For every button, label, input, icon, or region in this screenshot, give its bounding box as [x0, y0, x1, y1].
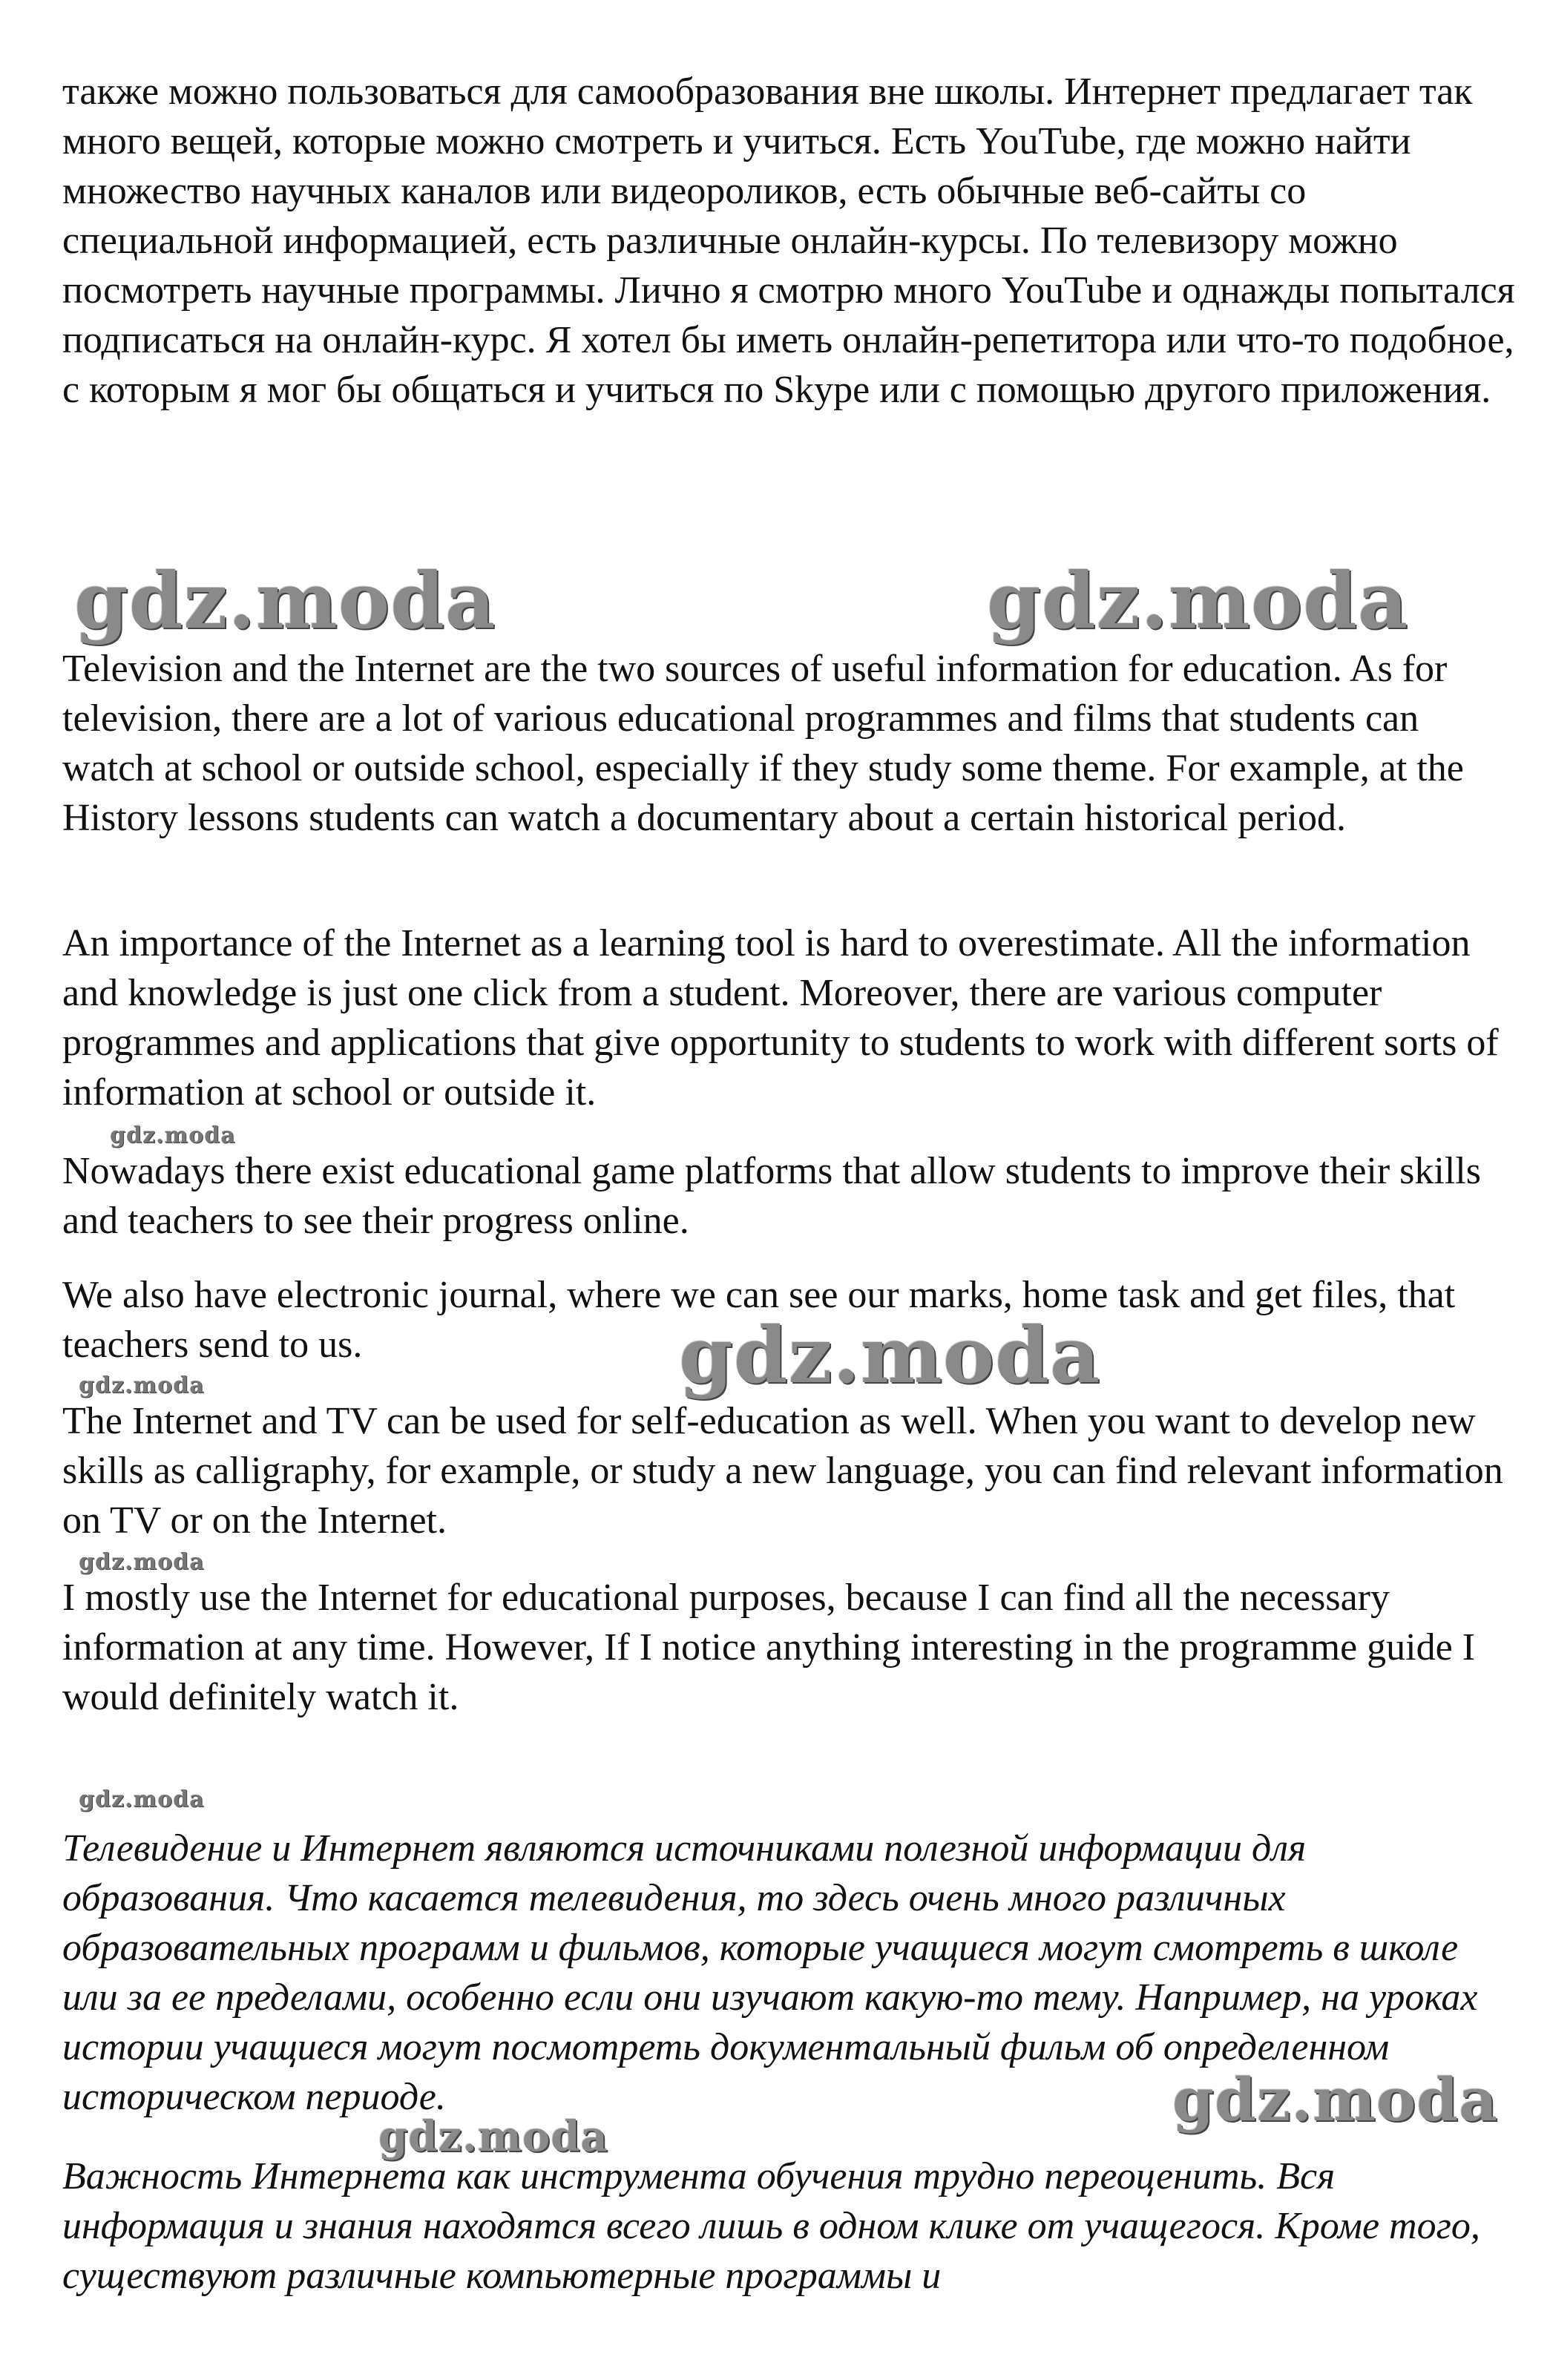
russian-translation-paragraph-1: Телевидение и Интернет являются источниками полезной информации для образования. Что касается телевидения, то здесь очень много различных образовательных программ и фильмов, которые учащиеся могут смотреть в школе или за ее пределами, особенно если они изучают какую-то тему. Например, на уроках истории учащиеся могут посмотреть документальный фильм об определенном историческом периоде. [62, 1827, 1478, 2118]
watermark-logo: gdz.moda [987, 555, 1409, 646]
watermark-small: gdz.moda [79, 1786, 205, 1812]
english-paragraph-1: Television and the Internet are the two sources of useful information for education. As for television, there are a lot of various educational programmes and films that students can watch at school or outside school, especially if they study some theme. For example, at the History lessons students can watch a documentary about a certain historical period. [62, 648, 1464, 839]
russian-paragraph-top: также можно пользоваться для самообразования вне школы. Интернет предлагает так много вещей, которые можно смотреть и учиться. Есть YouTube, где можно найти множество научных каналов или видеороликов, есть обычные веб-сайты со специальной информацией, есть различные онлайн-курсы. По телевизору можно посмотреть научные программы. Лично я смотрю много YouTube и однажды попытался подписаться на онлайн-курс. Я хотел бы иметь онлайн-репетитора или что-то подобное, с которым я мог бы общаться и учиться по Skype или с помощью другого приложения. [62, 70, 1515, 411]
watermark-small: gdz.moda [79, 1373, 205, 1398]
watermark-logo: gdz.moda [74, 555, 496, 646]
russian-translation-paragraph-2: Важность Интернета как инструмента обучения трудно переоценить. Вся информация и знания находятся всего лишь в одном клике от учащегося. Кроме того, существуют различные компьютерные программы и [62, 2155, 1480, 2297]
watermark-logo: gdz.moda [679, 1309, 1101, 1401]
watermark-logo: gdz.moda [378, 2112, 608, 2161]
english-paragraph-4: We also have electronic journal, where we can see our marks, home task and get files, that teachers send to us. [62, 1274, 1456, 1366]
english-paragraph-6: I mostly use the Internet for educational purposes, because I can find all the necessary information at any time. However, If I notice anything interesting in the programme guide I would definitely watch it. [62, 1577, 1476, 1718]
watermark-logo: gdz.moda [1172, 2065, 1498, 2134]
english-paragraph-5: The Internet and TV can be used for self-education as well. When you want to develop new skills as calligraphy, for example, or study a new language, you can find relevant information on TV or on the Internet. [62, 1400, 1503, 1542]
watermark-small: gdz.moda [110, 1122, 236, 1148]
english-paragraph-2: An importance of the Internet as a learning tool is hard to overestimate. All the information and knowledge is just one click from a student. Moreover, there are various computer programmes and applications that give opportunity to students to work with different sorts of information at school or outside it. [62, 922, 1499, 1114]
watermark-small: gdz.moda [79, 1549, 205, 1575]
english-paragraph-3: Nowadays there exist educational game platforms that allow students to improve their skills and teachers to see their progress online. [62, 1150, 1481, 1242]
